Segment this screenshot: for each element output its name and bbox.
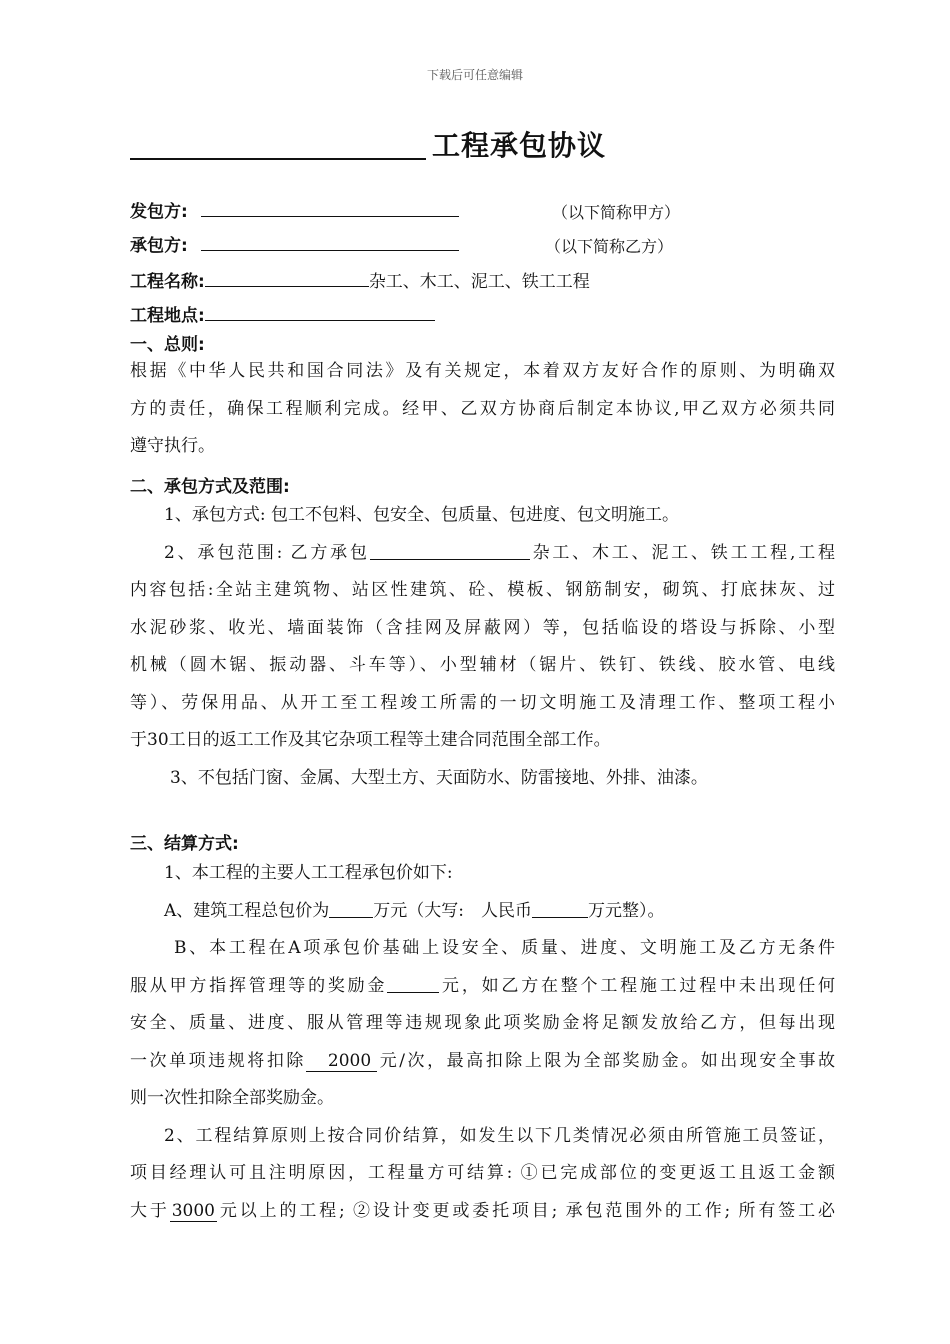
project-name-value: 杂工、木工、泥工、铁工工程 (368, 272, 590, 292)
title-blank-line (130, 158, 426, 160)
itemB-part4: 元/次，最高扣除上限为全部奖励金。如出现安全事故 (377, 1050, 836, 1071)
contractor-row (130, 232, 459, 258)
section2-body (130, 497, 835, 797)
section1-heading: 一、总则: (130, 335, 205, 355)
section2-item1: 1、承包方式: 包工不包料、包安全、包质量、包进度、包文明施工。 (164, 505, 679, 525)
employer-note: （以下简称甲方） (552, 203, 681, 222)
body-line: 根据《中华人民共和国合同法》及有关规定，本着双方友好合作的原则、为明确双 (130, 361, 835, 381)
section3-itemA (130, 893, 835, 931)
project-name-row (130, 268, 590, 294)
body-line: 安全、质量、进度、服从管理等违规现象此项奖励金将足额发放给乙方，但每出现 (130, 1013, 835, 1033)
contractor-blank (201, 232, 459, 251)
section3-item1: 1、本工程的主要人工工程承包价如下: (164, 863, 453, 883)
body-line: B、本工程在A项承包价基础上设安全、质量、进度、文明施工及乙方无条件 (174, 938, 835, 958)
employer-label: 发包方: (130, 202, 188, 222)
section3-heading: 三、结算方式: (130, 834, 239, 854)
body-line: 方的责任，确保工程顺利完成。经甲、乙双方协商后制定本协议,甲乙双方必须共同 (130, 398, 835, 419)
itemA-amount-blank (329, 895, 373, 918)
page-title: 工程承包协议 (432, 129, 607, 162)
employer-row (130, 198, 459, 224)
item2-prefix: 2、承包范围: 乙方承包 (164, 542, 370, 563)
itemB-bonus-blank (387, 970, 439, 993)
item2-amount: 3000 (171, 1200, 215, 1221)
itemA-part1: A、建筑工程总包价为 (164, 900, 330, 921)
itemB-part3: 一次单项违规将扣除 (130, 1050, 306, 1071)
itemA-part3: 万元整）。 (588, 900, 665, 921)
item2-part2: 元以上的工程; ②设计变更或委托项目; 承包范围外的工作; 所有签工必 (217, 1200, 835, 1221)
project-name-label: 工程名称: (130, 272, 205, 292)
contractor-note: （以下简称乙方） (545, 237, 674, 256)
section2-item2-first (130, 535, 835, 573)
section3-itemB-line4 (130, 1043, 835, 1081)
body-line: 机械（圆木锯、振动器、斗车等）、小型辅材（锯片、铁钉、铁线、胶水管、电线 (130, 655, 835, 675)
employer-blank (201, 198, 459, 217)
section3-itemB-line2 (130, 968, 835, 1006)
body-line: 于30工日的返工工作及其它杂项工程等土建合同范围全部工作。 (130, 730, 611, 750)
body-line: 2、工程结算原则上按合同价结算，如发生以下几类情况必须由所管施工员签证， (164, 1125, 835, 1146)
body-line: 等）、劳保用品、从开工至工程竣工所需的一切文明施工及清理工作、整项工程小 (130, 692, 835, 713)
body-line: 则一次性扣除全部奖励金。 (130, 1088, 334, 1108)
item2-blank (370, 537, 530, 560)
itemB-part1: 服从甲方指挥管理等的奖励金 (130, 975, 388, 996)
itemB-part2: 元，如乙方在整个工程施工过程中未出现任何 (439, 975, 836, 996)
body-line: 项目经理认可且注明原因，工程量方可结算: ①已完成部位的变更返工且返工金额 (130, 1163, 835, 1183)
contractor-label: 承包方: (130, 236, 188, 256)
itemA-words-blank (532, 895, 588, 918)
section3-item2-line3 (130, 1193, 835, 1231)
project-location-blank (205, 302, 435, 321)
item2-part1: 大于 (130, 1200, 170, 1221)
page-header-note: 下载后可任意编辑 (426, 68, 523, 82)
section2-item3: 3、不包括门窗、金属、大型土方、天面防水、防雷接地、外排、油漆。 (170, 767, 708, 788)
item2-suffix: 杂工、木工、泥工、铁工工程,工程 (529, 542, 835, 563)
section3-body (130, 855, 835, 1230)
section1-body (130, 353, 835, 466)
body-line: 水泥砂浆、收光、墙面装饰（含挂网及屏蔽网）等，包括临设的塔设与拆除、小型 (130, 617, 835, 638)
project-location-row (130, 302, 435, 328)
body-line: 内容包括:全站主建筑物、站区性建筑、砼、模板、钢筋制安，砌筑、打底抹灰、过 (130, 580, 835, 600)
project-location-label: 工程地点: (130, 306, 205, 326)
itemA-part2: 万元（大写: 人民币 (373, 900, 533, 921)
section2-heading: 二、承包方式及范围: (130, 477, 290, 497)
project-name-blank (205, 268, 369, 287)
itemB-penalty-amount: 2000 (306, 1051, 377, 1072)
title-row (130, 120, 830, 164)
body-line: 遵守执行。 (130, 436, 215, 456)
